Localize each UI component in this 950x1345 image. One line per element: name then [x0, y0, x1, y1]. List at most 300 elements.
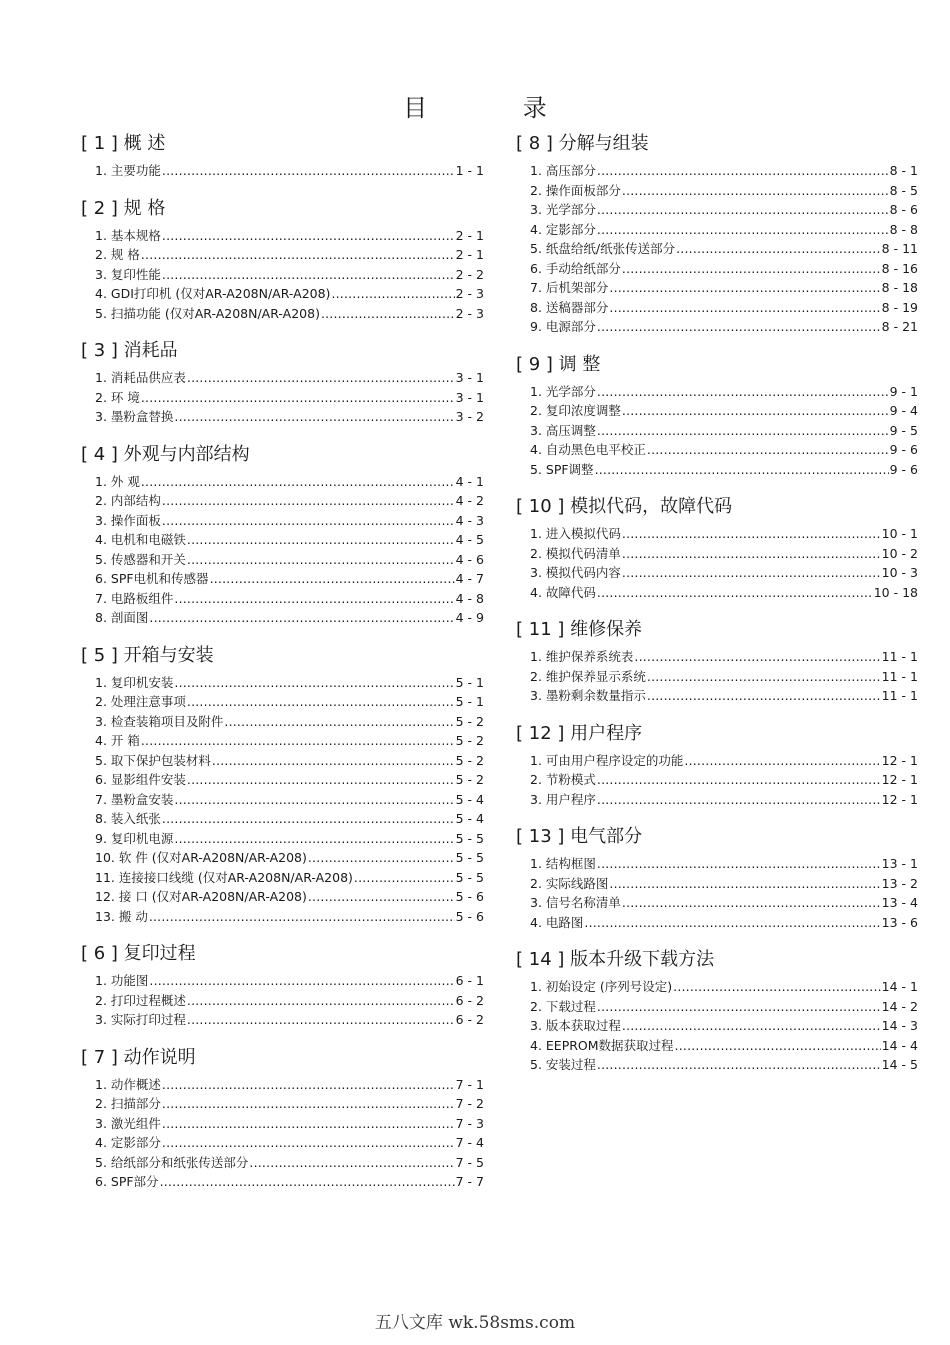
toc-entry[interactable]	[81, 868, 484, 888]
toc-entry[interactable]	[516, 667, 918, 687]
entry-label: 1. 外 观	[95, 473, 140, 489]
dot-leader	[622, 544, 881, 564]
dot-leader	[597, 161, 889, 181]
dot-leader	[634, 647, 880, 667]
dot-leader	[162, 1075, 455, 1095]
entry-page-number: 12 - 1	[881, 772, 918, 787]
dot-leader	[162, 1133, 455, 1153]
entry-label: 3. 高压调整	[530, 422, 596, 438]
entry-label: 2. 规 格	[95, 247, 140, 262]
entry-page-number: 6 - 2	[455, 1012, 484, 1027]
entry-page-number: 11 - 1	[881, 649, 918, 664]
toc-section	[516, 493, 918, 602]
section-title: [ 11 ] 维修保养	[516, 619, 643, 640]
entry-page-number: 8 - 16	[881, 260, 918, 276]
entry-label: 1. 消耗品供应表	[95, 370, 186, 385]
dot-leader	[321, 304, 455, 324]
entry-label: 2. 节粉模式	[530, 772, 596, 787]
toc-entry[interactable]	[516, 440, 918, 460]
toc-section	[81, 441, 484, 628]
toc-entry[interactable]	[81, 511, 484, 531]
entry-label: 3. 复印性能	[95, 266, 161, 282]
toc-section	[516, 720, 918, 810]
dot-leader	[673, 977, 881, 997]
entry-page-number: 10 - 2	[881, 545, 918, 561]
section-title: [ 4 ] 外观与内部结构	[81, 443, 250, 465]
entry-label: 8. 送稿器部分	[530, 299, 609, 315]
dot-leader	[149, 971, 454, 991]
toc-entry[interactable]	[516, 544, 918, 564]
toc-entry[interactable]	[81, 887, 484, 907]
toc-section	[81, 642, 484, 927]
toc-entry[interactable]	[516, 421, 918, 441]
toc-entry[interactable]	[81, 407, 484, 427]
dot-leader	[622, 181, 889, 201]
entry-label: 5. 传感器和开关	[95, 551, 186, 567]
entry-page-number: 4 - 8	[455, 590, 484, 606]
entry-page-number: 2 - 3	[455, 286, 484, 301]
toc-entry[interactable]	[81, 1172, 484, 1192]
entry-label: 7. 墨粉盒安装	[95, 791, 174, 807]
entry-page-number: 5 - 2	[455, 752, 484, 768]
entry-page-number: 8 - 1	[889, 163, 918, 178]
toc-entry[interactable]	[516, 278, 918, 298]
dot-leader	[174, 407, 454, 427]
entry-label: 1. 可由用户程序设定的功能	[530, 752, 684, 768]
toc-entry[interactable]	[516, 647, 918, 667]
entry-label: 2. 环 境	[95, 389, 140, 405]
toc-entry[interactable]	[516, 686, 918, 706]
entry-label: 1. 动作概述	[95, 1076, 161, 1092]
dot-leader	[187, 530, 455, 550]
toc-entry[interactable]	[81, 971, 484, 991]
toc-entry[interactable]	[516, 854, 918, 874]
dot-leader	[609, 874, 880, 894]
entry-page-number: 13 - 2	[881, 875, 918, 891]
entry-label: 5. 扫描功能 (仅对AR-A208N/AR-A208)	[95, 305, 320, 321]
toc-section	[81, 1044, 484, 1192]
entry-label: 8. 剖面图	[95, 610, 149, 625]
entry-page-number: 5 - 2	[455, 713, 484, 729]
dot-leader	[647, 667, 881, 687]
dot-leader	[187, 1010, 455, 1030]
dot-leader	[187, 368, 455, 388]
toc-entry[interactable]	[516, 1055, 918, 1075]
entry-page-number: 2 - 1	[455, 227, 484, 243]
entry-label: 1. 主要功能	[95, 163, 161, 178]
entry-page-number: 9 - 6	[889, 442, 918, 457]
entry-page-number: 13 - 6	[881, 914, 918, 930]
toc-entry[interactable]	[81, 751, 484, 771]
section-title: [ 7 ] 动作说明	[81, 1046, 196, 1068]
toc-entry[interactable]	[516, 317, 918, 337]
dot-leader	[308, 887, 455, 907]
toc-entry[interactable]	[516, 913, 918, 933]
entry-page-number: 9 - 4	[889, 403, 918, 418]
entry-page-number: 7 - 4	[455, 1135, 484, 1150]
entry-label: 4. 开 箱	[95, 733, 140, 748]
section-title: [ 9 ] 调 整	[516, 353, 601, 375]
entry-label: 5. 安装过程	[530, 1057, 596, 1072]
entry-page-number: 6 - 2	[455, 992, 484, 1008]
entry-label: 9. 电源部分	[530, 319, 596, 334]
dot-leader	[597, 317, 881, 337]
entry-page-number: 3 - 2	[455, 409, 484, 424]
entry-label: 1. 复印机安装	[95, 674, 174, 690]
dot-leader	[622, 1016, 881, 1036]
dot-leader	[149, 907, 455, 927]
entry-page-number: 11 - 1	[881, 668, 918, 684]
toc-entry[interactable]	[516, 583, 918, 603]
toc-entry[interactable]	[81, 790, 484, 810]
dot-leader	[162, 1114, 455, 1134]
entry-page-number: 5 - 6	[455, 908, 484, 924]
dot-leader	[187, 770, 455, 790]
entry-label: 6. 显影组件安装	[95, 772, 186, 787]
toc-entry[interactable]	[81, 712, 484, 732]
entry-label: 8. 装入纸张	[95, 811, 161, 826]
toc-entry[interactable]	[516, 200, 918, 220]
entry-page-number: 3 - 1	[455, 370, 484, 385]
dot-leader	[647, 440, 889, 460]
entry-page-number: 7 - 2	[455, 1096, 484, 1111]
toc-entry[interactable]	[81, 907, 484, 927]
entry-page-number: 5 - 2	[455, 772, 484, 787]
toc-entry[interactable]	[81, 226, 484, 246]
entry-page-number: 8 - 5	[889, 182, 918, 198]
toc-entry[interactable]	[81, 692, 484, 712]
footer-watermark: 五八文库 wk.58sms.com	[374, 1313, 576, 1333]
dot-leader	[162, 226, 455, 246]
toc-entry[interactable]	[81, 1133, 484, 1153]
entry-label: 3. 激光组件	[95, 1115, 161, 1131]
entry-page-number: 8 - 6	[889, 202, 918, 217]
toc-entry[interactable]	[81, 472, 484, 492]
toc-section	[81, 337, 484, 427]
dot-leader	[149, 608, 454, 628]
entry-label: 4. GDI打印机 (仅对AR-A208N/AR-A208)	[95, 286, 331, 301]
entry-label: 1. 光学部分	[530, 383, 596, 399]
dot-leader	[212, 751, 455, 771]
toc-section	[81, 940, 484, 1030]
entry-label: 2. 实际线路图	[530, 875, 609, 891]
entry-label: 2. 操作面板部分	[530, 182, 621, 198]
toc-entry[interactable]	[516, 790, 918, 810]
dot-leader	[210, 569, 455, 589]
entry-page-number: 12 - 1	[881, 791, 918, 807]
toc-entry[interactable]	[81, 265, 484, 285]
toc-entry[interactable]	[81, 1094, 484, 1114]
dot-leader	[597, 997, 881, 1017]
toc-entry[interactable]	[81, 608, 484, 628]
dot-leader	[597, 200, 889, 220]
entry-label: 5. 纸盘给纸/纸张传送部分	[530, 241, 676, 256]
toc-entry[interactable]	[516, 874, 918, 894]
dot-leader	[174, 790, 454, 810]
entry-page-number: 8 - 8	[889, 221, 918, 237]
entry-page-number: 12 - 1	[881, 752, 918, 768]
entry-page-number: 9 - 6	[889, 461, 918, 477]
dot-leader	[224, 712, 454, 732]
toc-entry[interactable]	[81, 284, 484, 304]
dot-leader	[141, 731, 455, 751]
entry-page-number: 5 - 5	[455, 830, 484, 846]
toc-entry[interactable]	[516, 770, 918, 790]
entry-page-number: 9 - 5	[889, 422, 918, 438]
entry-page-number: 13 - 1	[881, 856, 918, 871]
dot-leader	[609, 298, 880, 318]
entry-label: 3. 用户程序	[530, 791, 596, 807]
entry-label: 4. 自动黑色电平校正	[530, 442, 646, 457]
toc-entry[interactable]	[516, 563, 918, 583]
dot-leader	[187, 550, 455, 570]
dot-leader	[597, 583, 873, 603]
entry-label: 10. 软 件 (仅对AR-A208N/AR-A208)	[95, 850, 307, 865]
toc-entry[interactable]	[81, 530, 484, 550]
entry-page-number: 5 - 5	[455, 869, 484, 885]
toc-entry[interactable]	[81, 368, 484, 388]
dot-leader	[331, 284, 454, 304]
dot-leader	[597, 790, 881, 810]
entry-page-number: 1 - 1	[455, 163, 484, 178]
toc-entry[interactable]	[81, 1010, 484, 1030]
entry-page-number: 4 - 1	[455, 473, 484, 489]
entry-page-number: 7 - 5	[455, 1154, 484, 1170]
toc-entry[interactable]	[81, 848, 484, 868]
dot-leader	[162, 491, 455, 511]
entry-label: 3. 墨粉盒替换	[95, 409, 174, 424]
toc-entry[interactable]	[516, 239, 918, 259]
entry-page-number: 8 - 11	[881, 241, 918, 256]
toc-right-column	[516, 130, 918, 1089]
toc-entry[interactable]	[81, 491, 484, 511]
dot-leader	[174, 673, 454, 693]
toc-entry[interactable]	[516, 460, 918, 480]
page-title: 目 录	[403, 94, 591, 122]
entry-page-number: 10 - 1	[881, 526, 918, 541]
entry-label: 1. 结构框图	[530, 856, 596, 871]
dot-leader	[249, 1153, 454, 1173]
toc-entry[interactable]	[516, 298, 918, 318]
toc-section	[81, 195, 484, 324]
entry-label: 4. 电机和电磁铁	[95, 532, 186, 547]
entry-label: 1. 初始设定 (序列号设定)	[530, 979, 673, 994]
dot-leader	[584, 913, 880, 933]
section-title: [ 12 ] 用户程序	[516, 722, 643, 744]
entry-page-number: 14 - 3	[881, 1018, 918, 1033]
dot-leader	[162, 511, 455, 531]
toc-entry[interactable]	[81, 829, 484, 849]
dot-leader	[141, 388, 455, 408]
dot-leader	[609, 278, 880, 298]
dot-leader	[597, 770, 881, 790]
section-title: [ 8 ] 分解与组装	[516, 133, 649, 154]
entry-page-number: 13 - 4	[881, 895, 918, 910]
toc-left-column	[81, 130, 484, 1206]
entry-page-number: 8 - 19	[881, 299, 918, 315]
entry-page-number: 7 - 3	[455, 1115, 484, 1131]
toc-entry[interactable]	[516, 524, 918, 544]
entry-label: 3. 版本获取过程	[530, 1018, 621, 1033]
entry-page-number: 8 - 21	[881, 319, 918, 334]
dot-leader	[162, 161, 455, 181]
entry-label: 9. 复印机电源	[95, 830, 174, 846]
toc-section	[516, 946, 918, 1075]
entry-label: 6. SPF电机和传感器	[95, 571, 209, 586]
toc-entry[interactable]	[516, 1016, 918, 1036]
toc-entry[interactable]	[81, 673, 484, 693]
entry-page-number: 4 - 7	[455, 571, 484, 586]
entry-label: 6. SPF部分	[95, 1174, 159, 1189]
entry-page-number: 14 - 1	[881, 979, 918, 994]
section-title: [ 5 ] 开箱与安装	[81, 644, 214, 666]
toc-entry[interactable]	[81, 1114, 484, 1134]
dot-leader	[174, 589, 454, 609]
entry-label: 12. 接 口 (仅对AR-A208N/AR-A208)	[95, 889, 307, 904]
entry-label: 2. 下载过程	[530, 998, 596, 1014]
entry-page-number: 4 - 3	[455, 512, 484, 528]
entry-label: 4. 故障代码	[530, 584, 596, 600]
toc-section	[516, 351, 918, 480]
dot-leader	[160, 1172, 455, 1192]
entry-page-number: 6 - 1	[455, 973, 484, 988]
toc-section	[516, 130, 918, 337]
entry-page-number: 5 - 4	[455, 811, 484, 826]
dot-leader	[647, 686, 881, 706]
toc-entry[interactable]	[516, 382, 918, 402]
toc-entry[interactable]	[81, 589, 484, 609]
toc-entry[interactable]	[516, 181, 918, 201]
entry-label: 3. 操作面板	[95, 512, 161, 528]
toc-entry[interactable]	[81, 245, 484, 265]
toc-entry[interactable]	[81, 569, 484, 589]
toc-entry[interactable]	[81, 161, 484, 181]
section-title: [ 1 ] 概 述	[81, 133, 166, 154]
toc-entry[interactable]	[81, 388, 484, 408]
toc-entry[interactable]	[516, 977, 918, 997]
entry-label: 13. 搬 动	[95, 908, 148, 924]
toc-entry[interactable]	[81, 731, 484, 751]
toc-entry[interactable]	[81, 1075, 484, 1095]
dot-leader	[622, 524, 881, 544]
entry-label: 3. 光学部分	[530, 202, 596, 217]
dot-leader	[354, 868, 455, 888]
entry-page-number: 4 - 2	[455, 493, 484, 508]
toc-section	[81, 130, 484, 181]
entry-page-number: 4 - 6	[455, 551, 484, 567]
entry-label: 4. 定影部分	[530, 221, 596, 237]
entry-label: 4. 定影部分	[95, 1135, 161, 1150]
entry-label: 1. 进入模拟代码	[530, 526, 621, 541]
entry-page-number: 14 - 5	[881, 1057, 918, 1072]
entry-label: 2. 扫描部分	[95, 1096, 161, 1111]
entry-label: 1. 高压部分	[530, 163, 596, 178]
entry-page-number: 2 - 1	[455, 247, 484, 262]
section-title: [ 6 ] 复印过程	[81, 943, 196, 964]
dot-leader	[622, 563, 881, 583]
toc-entry[interactable]	[516, 220, 918, 240]
entry-page-number: 10 - 3	[881, 565, 918, 580]
dot-leader	[308, 848, 455, 868]
toc-entry[interactable]	[516, 751, 918, 771]
entry-page-number: 5 - 6	[455, 889, 484, 904]
entry-page-number: 9 - 1	[889, 383, 918, 399]
entry-page-number: 14 - 4	[881, 1037, 918, 1053]
entry-label: 2. 处理注意事项	[95, 694, 186, 709]
entry-label: 3. 信号名称清单	[530, 895, 621, 910]
entry-page-number: 3 - 1	[455, 389, 484, 405]
dot-leader	[162, 1094, 455, 1114]
dot-leader	[187, 692, 455, 712]
dot-leader	[597, 220, 889, 240]
toc-entry[interactable]	[81, 809, 484, 829]
toc-entry[interactable]	[516, 997, 918, 1017]
toc-entry[interactable]	[516, 401, 918, 421]
toc-entry[interactable]	[516, 259, 918, 279]
toc-entry[interactable]	[516, 161, 918, 181]
toc-entry[interactable]	[81, 1153, 484, 1173]
entry-page-number: 4 - 9	[455, 610, 484, 625]
toc-entry[interactable]	[516, 1036, 918, 1056]
entry-page-number: 2 - 2	[455, 266, 484, 282]
toc-entry[interactable]	[81, 770, 484, 790]
dot-leader	[595, 460, 889, 480]
toc-entry[interactable]	[516, 893, 918, 913]
entry-page-number: 2 - 3	[455, 305, 484, 321]
entry-page-number: 5 - 5	[455, 850, 484, 865]
entry-label: 3. 实际打印过程	[95, 1012, 186, 1027]
dot-leader	[597, 854, 881, 874]
toc-section	[516, 616, 918, 706]
entry-label: 2. 打印过程概述	[95, 992, 186, 1008]
entry-label: 11. 连接接口线缆 (仅对AR-A208N/AR-A208)	[95, 869, 353, 885]
dot-leader	[174, 829, 454, 849]
entry-label: 5. SPF调整	[530, 461, 594, 477]
dot-leader	[597, 382, 889, 402]
toc-entry[interactable]	[81, 550, 484, 570]
entry-label: 1. 维护保养系统表	[530, 649, 634, 664]
toc-entry[interactable]	[81, 304, 484, 324]
entry-label: 1. 基本规格	[95, 227, 161, 243]
entry-page-number: 11 - 1	[881, 688, 918, 703]
entry-label: 7. 后机架部分	[530, 280, 609, 295]
entry-label: 3. 模拟代码内容	[530, 565, 621, 580]
entry-label: 2. 复印浓度调整	[530, 403, 621, 418]
dot-leader	[622, 893, 881, 913]
entry-page-number: 5 - 1	[455, 674, 484, 690]
dot-leader	[597, 421, 889, 441]
entry-label: 2. 维护保养显示系统	[530, 668, 646, 684]
dot-leader	[684, 751, 880, 771]
toc-section	[516, 823, 918, 932]
entry-page-number: 10 - 18	[873, 584, 918, 600]
dot-leader	[675, 1036, 881, 1056]
entry-label: 7. 电路板组件	[95, 590, 174, 606]
section-title: [ 3 ] 消耗品	[81, 340, 178, 361]
entry-label: 5. 给纸部分和纸张传送部分	[95, 1154, 249, 1170]
entry-page-number: 7 - 1	[455, 1076, 484, 1092]
dot-leader	[187, 991, 455, 1011]
entry-page-number: 14 - 2	[881, 998, 918, 1014]
entry-label: 2. 模拟代码清单	[530, 545, 621, 561]
entry-label: 5. 取下保护包装材料	[95, 752, 211, 768]
dot-leader	[162, 265, 455, 285]
toc-entry[interactable]	[81, 991, 484, 1011]
entry-page-number: 8 - 18	[881, 280, 918, 295]
entry-label: 4. 电路图	[530, 914, 584, 930]
entry-label: 1. 功能图	[95, 973, 149, 988]
entry-label: 3. 墨粉剩余数量指示	[530, 688, 646, 703]
